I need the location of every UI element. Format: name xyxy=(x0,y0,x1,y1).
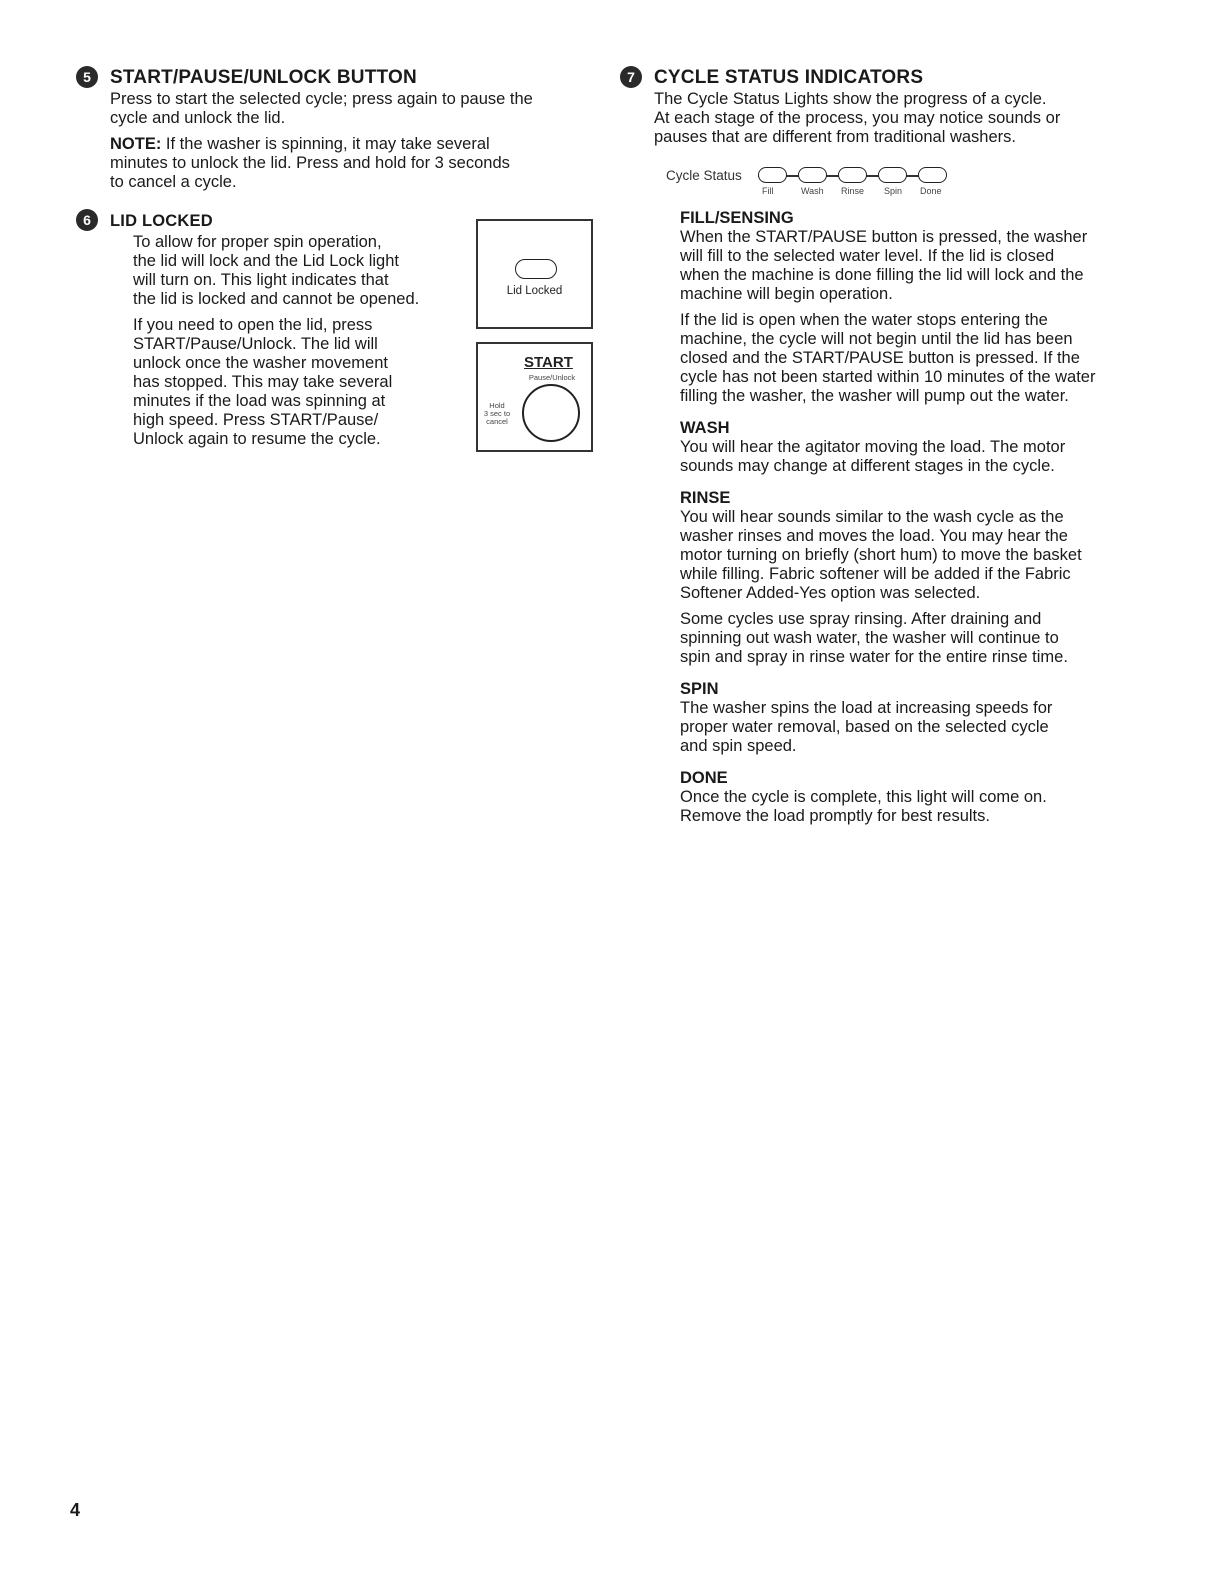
start-section-title: START/PAUSE/UNLOCK BUTTON xyxy=(110,67,417,88)
fill-sensing-heading: FILL/SENSING xyxy=(680,209,794,227)
start-description: Press to start the selected cycle; press again to pause the cycle and unlock the lid. xyxy=(110,90,533,127)
rinse-body: You will hear sounds similar to the wash cycle as the washer rinses and moves the load. You may hear the motor turning on briefly (short hum) to move the basket while filling. Fabric softener will be added if the Fabric Softener Added-Yes option was selected. Some cycles use spray rinsing. After draining and spinning out wash water, the washer will continue to spin and spray in rinse water for the entire rinse time. xyxy=(680,508,1082,666)
wash-light-icon xyxy=(798,167,827,183)
rinse-heading: RINSE xyxy=(680,489,731,507)
stage-label-spin: Spin xyxy=(884,186,903,196)
done-heading: DONE xyxy=(680,769,728,787)
cycle-status-indicator-strip xyxy=(620,154,1160,200)
start-section-body xyxy=(110,90,606,192)
cycle-section-header xyxy=(620,66,1160,90)
wash-heading: WASH xyxy=(680,419,730,437)
stage-label-fill: Fill xyxy=(762,186,774,196)
cycle-section-title: CYCLE STATUS INDICATORS xyxy=(654,67,924,88)
spin-body: The washer spins the load at increasing speeds for proper water removal, based on the selected cycle and spin speed. xyxy=(680,699,1053,755)
spin-light-icon xyxy=(878,167,907,183)
fill-light-icon xyxy=(758,167,787,183)
stage-label-rinse: Rinse xyxy=(841,186,865,196)
section-number-badge: 5 xyxy=(76,66,98,88)
spin-heading: SPIN xyxy=(680,680,719,698)
lid-section-body xyxy=(133,233,473,449)
fill-sensing-body: When the START/PAUSE button is pressed, the washer will fill to the selected water level. If the lid is closed when the machine is done filling the lid will lock and the machine will begin operation. If the lid is open when the water stops entering the machine, the cycle will not begin until the lid has been closed and the START/PAUSE button is pressed. If the cycle has not been started within 10 minutes of the water filling the washer, the washer will pump out the water. xyxy=(680,228,1096,405)
stage-label-wash: Wash xyxy=(801,186,824,196)
lid-locked-panel xyxy=(476,219,593,329)
done-light-icon xyxy=(918,167,947,183)
page-number: 4 xyxy=(70,1500,81,1520)
cycle-status-label: Cycle Status xyxy=(666,168,742,183)
rinse-light-icon xyxy=(838,167,867,183)
start-panel-title: START xyxy=(524,354,573,371)
lid-section-title: LID LOCKED xyxy=(110,212,213,230)
lid-paragraph-1: To allow for proper spin operation, the lid will lock and the Lid Lock light will turn on. This light indicates that the lid is locked and cannot be opened. xyxy=(133,233,420,308)
cycle-intro: The Cycle Status Lights show the progress of a cycle. At each stage of the process, you may notice sounds or pauses that are different from traditional washers. xyxy=(654,90,1061,146)
start-panel-subtitle: Pause/Unlock xyxy=(528,373,576,382)
start-section-header xyxy=(76,66,606,90)
done-body: Once the cycle is complete, this light will come on. Remove the load promptly for best results. xyxy=(680,788,1047,825)
lid-locked-label: Lid Locked xyxy=(506,285,563,297)
start-button-panel xyxy=(476,342,593,452)
hold-to-cancel-label: Hold 3 sec to cancel xyxy=(483,401,511,426)
lid-locked-light-icon xyxy=(515,259,557,279)
right-column xyxy=(620,66,1160,833)
start-note: NOTE: If the washer is spinning, it may take several minutes to unlock the lid. Press and hold for 3 seconds to cancel a cycle. xyxy=(110,135,510,191)
section-number-badge: 6 xyxy=(76,209,98,231)
start-button-circle-icon xyxy=(522,384,580,442)
stage-label-done: Done xyxy=(920,186,942,196)
section-number-badge: 7 xyxy=(620,66,642,88)
wash-body: You will hear the agitator moving the load. The motor sounds may change at different stages in the cycle. xyxy=(680,438,1066,475)
note-label: NOTE: xyxy=(110,135,162,153)
lid-paragraph-2: If you need to open the lid, press START/Pause/Unlock. The lid will unlock once the washer movement has stopped. This may take several minutes if the load was spinning at high speed. Press START/Pause/ Unlock again to resume the cycle. xyxy=(133,316,393,448)
